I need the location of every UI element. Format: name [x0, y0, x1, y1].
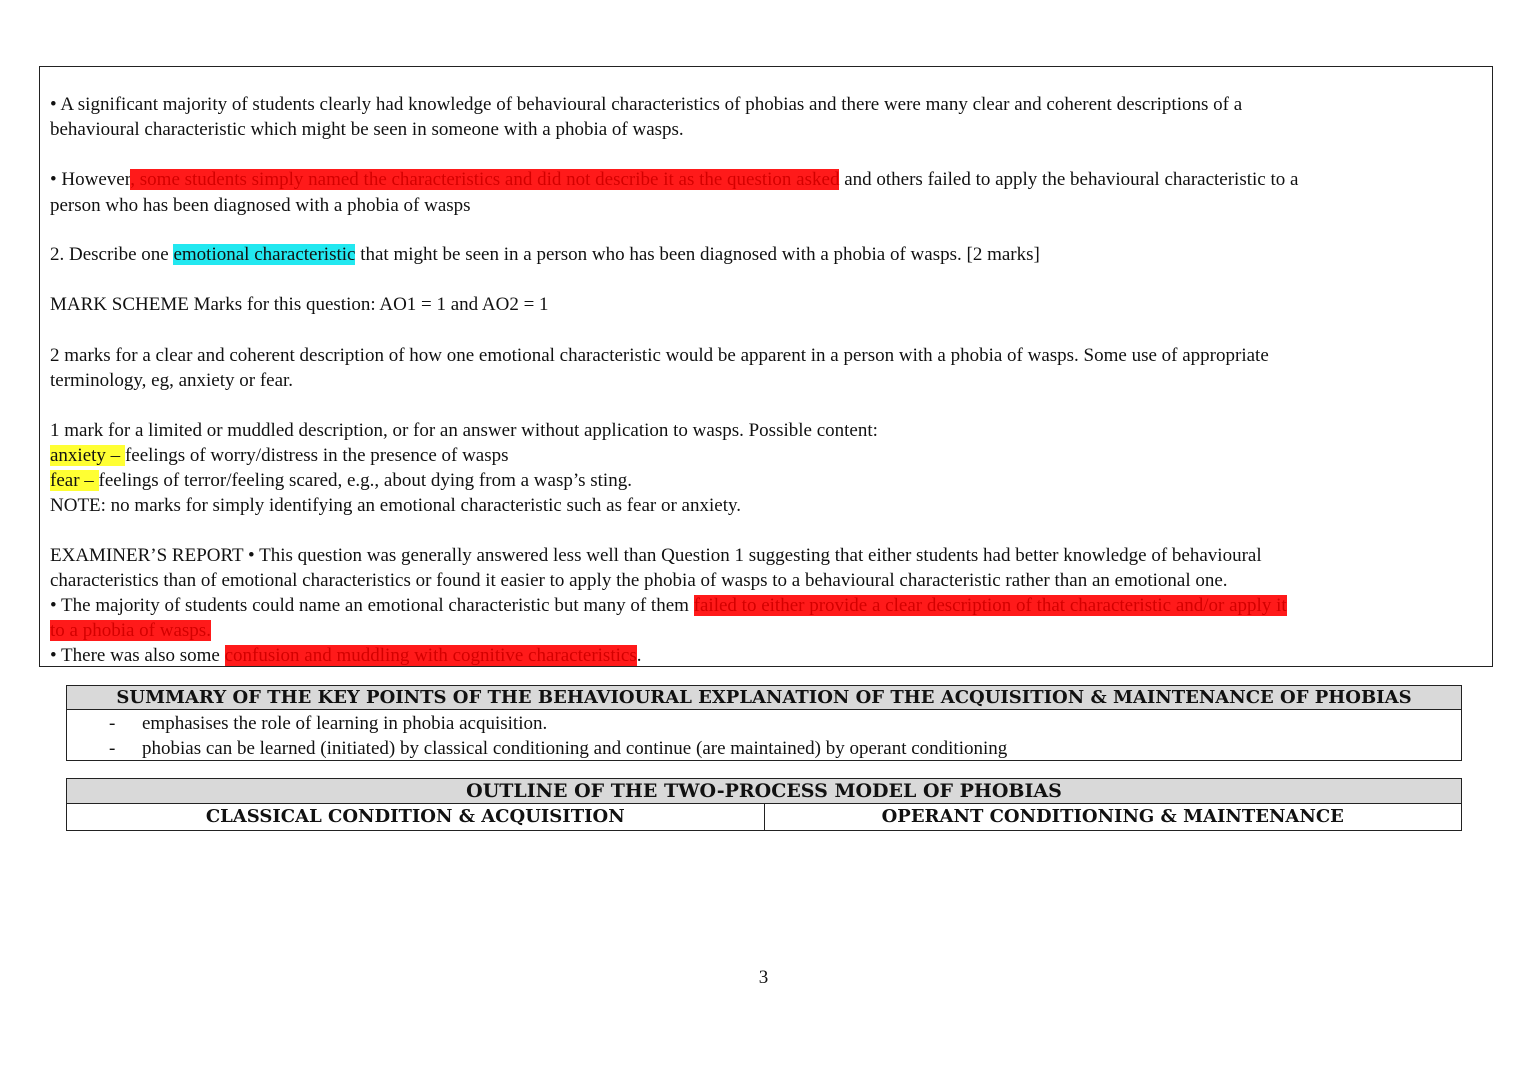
report-line: EXAMINER’S REPORT • This question was generally answered less well than Question 1 suggesting that either students had better knowledge of behavioural [50, 545, 1262, 566]
page-number: 3 [758, 967, 769, 988]
question-2: 2. Describe one emotional characteristic that might be seen in a person who has been diagnosed with a phobia of wasps. [2 marks] [50, 244, 1040, 265]
highlight-red: failed to either provide a clear description of that characteristic and/or apply it [693, 595, 1287, 616]
mark-scheme-heading: MARK SCHEME Marks for this question: AO1 = 1 and AO2 = 1 [50, 294, 549, 315]
summary-title: SUMMARY OF THE KEY POINTS OF THE BEHAVIOURAL EXPLANATION OF THE ACQUISITION & MAINTENANCE OF PHOBIAS [67, 686, 1461, 710]
outline-title: OUTLINE OF THE TWO-PROCESS MODEL OF PHOBIAS [67, 779, 1461, 804]
highlight-red: , some students simply named the characteristics and did not describe it as the question asked [130, 169, 840, 190]
highlight-red: to a phobia of wasps. [50, 620, 211, 641]
highlight-red: confusion and muddling with cognitive characteristics [224, 645, 637, 666]
report-line [50, 618, 211, 643]
highlight-cyan: emotional characteristic [173, 244, 356, 265]
report-line: anxiety – feelings of worry/distress in the presence of wasps [50, 445, 509, 466]
report-line: behavioural characteristic which might be seen in someone with a phobia of wasps. [50, 119, 684, 140]
summary-table: SUMMARY OF THE KEY POINTS OF THE BEHAVIOURAL EXPLANATION OF THE ACQUISITION & MAINTENANCE OF PHOBIAS - emphasises the role of learning in phobia acquisition. - phobias can be learned (initiated) by classical conditioning and continue (are maintained) by operant conditioning [66, 685, 1462, 761]
report-line: person who has been diagnosed with a phobia of wasps [50, 195, 471, 216]
highlight-yellow: anxiety – [50, 445, 125, 466]
report-line: • However, some students simply named the characteristics and did not describe it as the question asked and others failed to apply the behavioural characteristic to a [50, 169, 1299, 190]
outline-column-operant: OPERANT CONDITIONING & MAINTENANCE [764, 804, 1462, 830]
report-line: terminology, eg, anxiety or fear. [50, 370, 294, 391]
report-line: • There was also some confusion and muddling with cognitive characteristics. [50, 645, 642, 666]
report-line: fear – feelings of terror/feeling scared, e.g., about dying from a wasp’s sting. [50, 470, 632, 491]
report-line: characteristics than of emotional characteristics or found it easier to apply the phobia of wasps to a behavioural characteristic rather than an emotional one. [50, 570, 1228, 591]
report-line: 2 marks for a clear and coherent description of how one emotional characteristic would be apparent in a person with a phobia of wasps. Some use of appropriate [50, 345, 1269, 366]
report-line: • The majority of students could name an emotional characteristic but many of them failed to either provide a clear description of that characteristic and/or apply it [50, 595, 1287, 616]
examiner-report-box [39, 66, 1493, 667]
highlight-yellow: fear – [50, 470, 99, 491]
report-line: 1 mark for a limited or muddled description, or for an answer without application to wasps. Possible content: [50, 420, 878, 441]
outline-column-classical: CLASSICAL CONDITION & ACQUISITION [205, 806, 625, 827]
outline-table [66, 778, 1462, 831]
report-line: NOTE: no marks for simply identifying an emotional characteristic such as fear or anxiety. [50, 495, 741, 516]
report-line: • A significant majority of students clearly had knowledge of behavioural characteristics of phobias and there were many clear and coherent descriptions of a [50, 94, 1243, 115]
